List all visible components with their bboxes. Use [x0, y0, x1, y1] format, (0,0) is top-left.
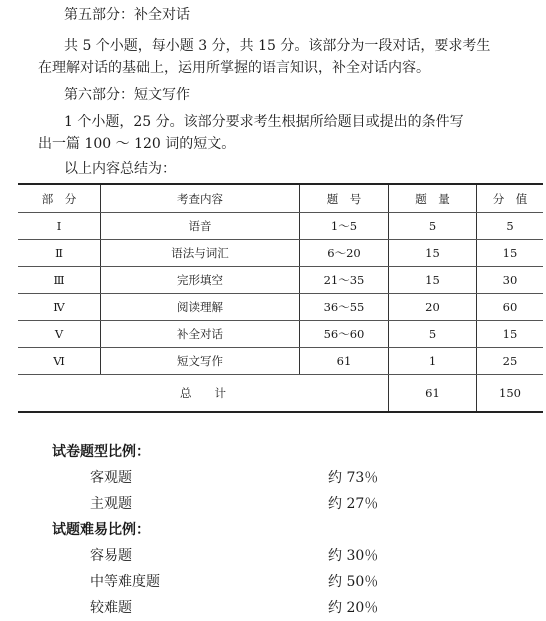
header-question-count: 题 量 [389, 184, 477, 213]
cell-part: Ⅲ [18, 267, 101, 294]
summary-intro: 以上内容总结为： [64, 161, 176, 177]
table-row [18, 213, 543, 240]
total-count: 61 [389, 375, 477, 413]
cell-question-number: 36～55 [300, 294, 389, 321]
table-row [18, 267, 543, 294]
difficulty-ratio-value: 约 20％ [328, 600, 379, 616]
header-score: 分 值 [477, 184, 544, 213]
difficulty-ratio-value: 约 30％ [328, 548, 379, 564]
part5-heading: 第五部分：补全对话 [64, 7, 190, 23]
header-content: 考查内容 [101, 184, 300, 213]
cell-question-count: 5 [389, 321, 477, 348]
table-header-row [18, 184, 543, 213]
cell-question-count: 5 [389, 213, 477, 240]
header-question-number: 题 号 [300, 184, 389, 213]
part6-heading: 第六部分：短文写作 [64, 87, 190, 103]
part5-text-line1: 共 5 个小题，每小题 3 分，共 15 分。该部分为一段对话，要求考生 [64, 38, 491, 54]
cell-score: 15 [477, 321, 544, 348]
header-part: 部 分 [18, 184, 101, 213]
cell-score: 30 [477, 267, 544, 294]
cell-question-number: 56～60 [300, 321, 389, 348]
cell-score: 15 [477, 240, 544, 267]
difficulty-ratio-value: 约 50％ [328, 574, 379, 590]
difficulty-ratio-label: 容易题 [90, 548, 132, 564]
cell-part: Ⅰ [18, 213, 101, 240]
cell-content: 语音 [101, 213, 300, 240]
cell-score: 5 [477, 213, 544, 240]
type-ratio-title: 试卷题型比例： [52, 444, 150, 460]
cell-question-count: 15 [389, 240, 477, 267]
cell-question-count: 15 [389, 267, 477, 294]
summary-table [18, 183, 543, 413]
cell-content: 短文写作 [101, 348, 300, 375]
type-ratio-label: 客观题 [90, 470, 132, 486]
cell-score: 25 [477, 348, 544, 375]
table-row [18, 348, 543, 375]
difficulty-ratio-label: 较难题 [90, 600, 132, 616]
cell-part: Ⅴ [18, 321, 101, 348]
cell-content: 语法与词汇 [101, 240, 300, 267]
total-label: 总 计 [18, 375, 389, 413]
cell-part: Ⅱ [18, 240, 101, 267]
cell-question-number: 21～35 [300, 267, 389, 294]
type-ratio-label: 主观题 [90, 496, 132, 512]
type-ratio-value: 约 27％ [328, 496, 379, 512]
cell-part: Ⅵ [18, 348, 101, 375]
table-row [18, 240, 543, 267]
table-row [18, 294, 543, 321]
cell-question-count: 20 [389, 294, 477, 321]
table-total-row [18, 375, 543, 413]
difficulty-ratio-label: 中等难度题 [90, 574, 160, 590]
table-row [18, 321, 543, 348]
cell-question-count: 1 [389, 348, 477, 375]
cell-score: 60 [477, 294, 544, 321]
cell-question-number: 61 [300, 348, 389, 375]
cell-question-number: 6～20 [300, 240, 389, 267]
cell-part: Ⅳ [18, 294, 101, 321]
type-ratio-value: 约 73％ [328, 470, 379, 486]
cell-content: 补全对话 [101, 321, 300, 348]
total-score: 150 [477, 375, 544, 413]
cell-content: 阅读理解 [101, 294, 300, 321]
part5-text-line2: 在理解对话的基础上，运用所掌握的语言知识，补全对话内容。 [38, 60, 430, 76]
part6-text-line2: 出一篇 100 ～ 120 词的短文。 [38, 136, 236, 152]
part6-text-line1: 1 个小题，25 分。该部分要求考生根据所给题目或提出的条件写 [64, 114, 464, 130]
difficulty-ratio-title: 试题难易比例： [52, 522, 150, 538]
cell-content: 完形填空 [101, 267, 300, 294]
cell-question-number: 1～5 [300, 213, 389, 240]
